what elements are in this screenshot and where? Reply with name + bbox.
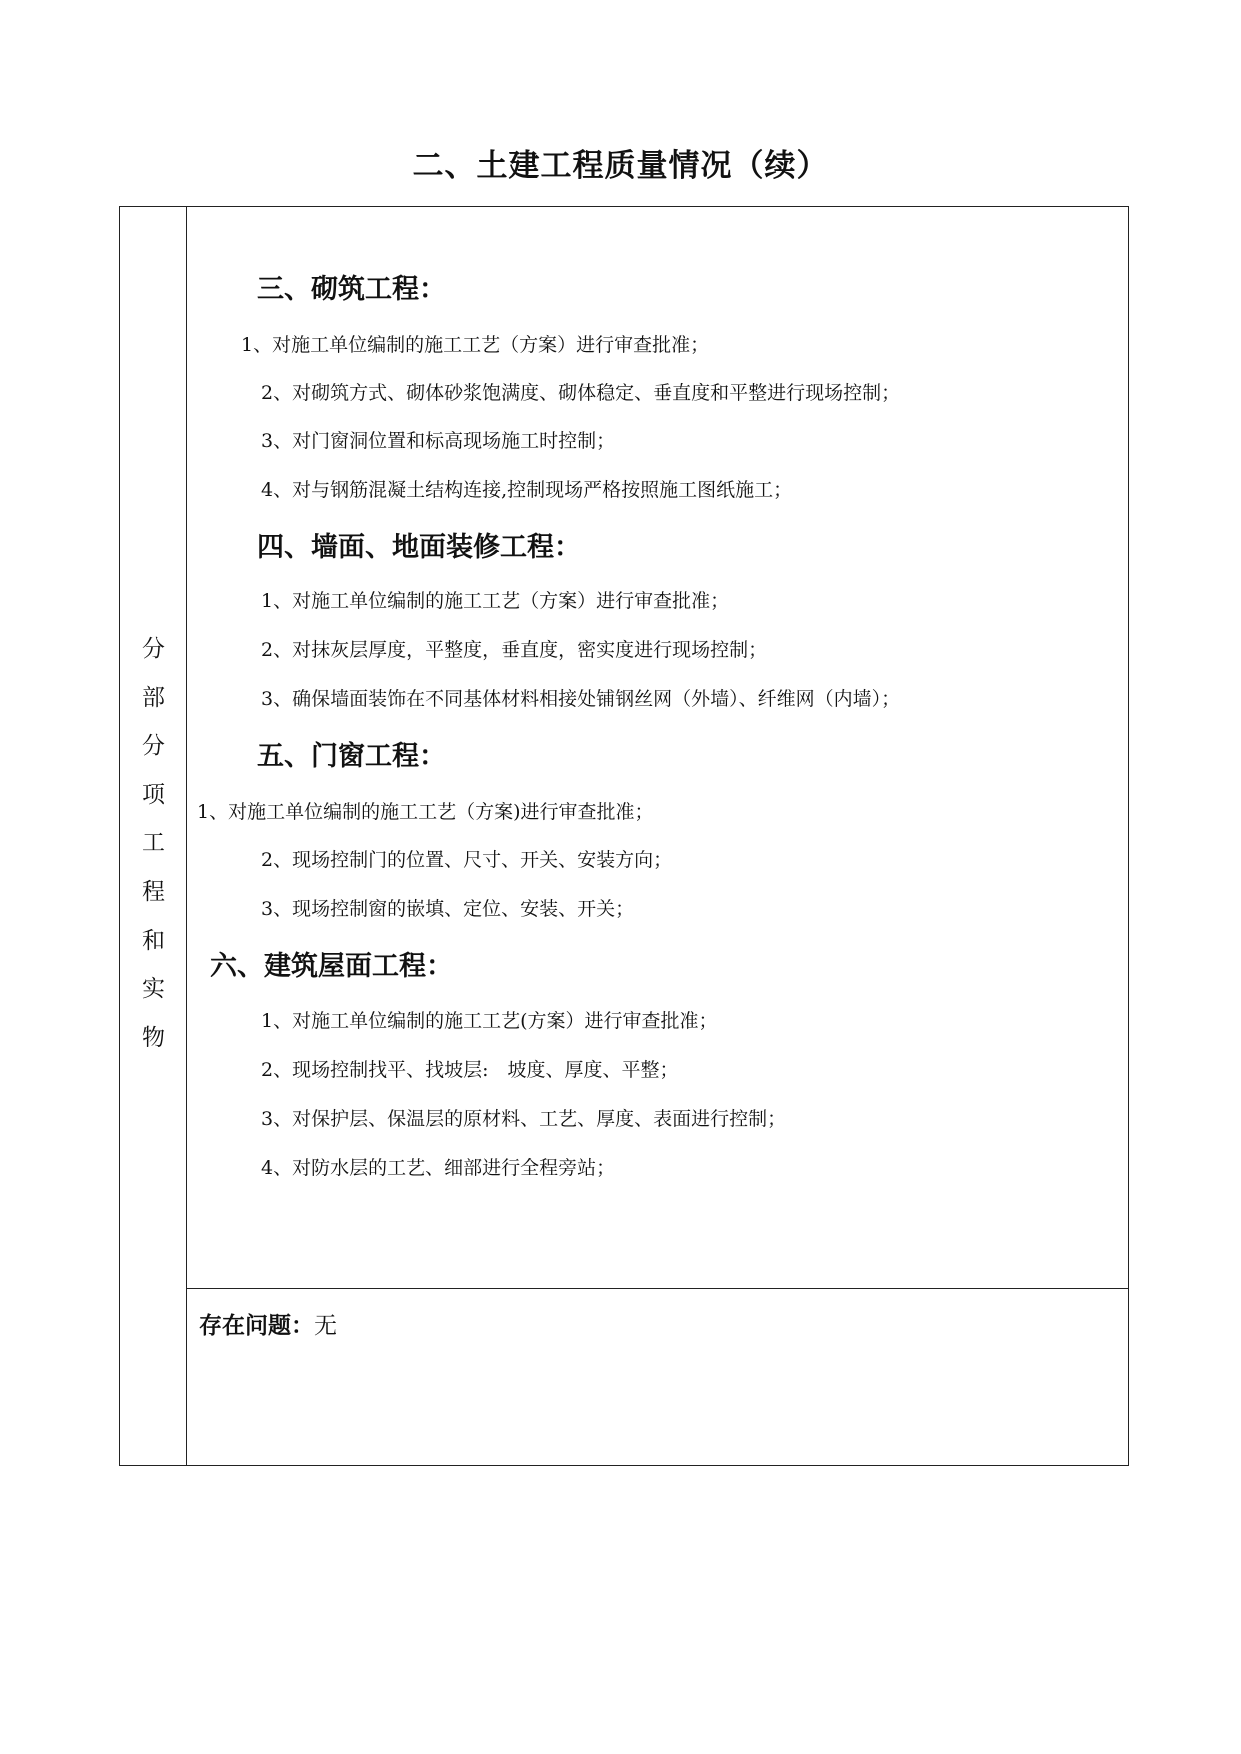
side-label (120, 625, 187, 1062)
quality-table (119, 206, 1129, 1466)
list-item: 1、对施工单位编制的施工工艺(方案）进行审查批准； (261, 1010, 718, 1032)
section-heading-doors-windows: 五、门窗工程： (257, 741, 446, 772)
side-label-char: 项 (142, 781, 165, 808)
list-item: 4、对与钢筋混凝土结构连接,控制现场严格按照施工图纸施工； (261, 479, 793, 501)
list-item: 2、现场控制找平、找坡层: 坡度、厚度、平整； (261, 1059, 679, 1081)
side-label-char: 和 (142, 927, 165, 954)
section-heading-finishing: 四、墙面、地面装修工程： (257, 532, 581, 563)
list-item: 3、现场控制窗的嵌填、定位、安装、开关； (261, 898, 635, 920)
list-item: 2、现场控制门的位置、尺寸、开关、安装方向； (261, 849, 673, 871)
side-label-char: 分 (142, 636, 165, 662)
list-item: 1、对施工单位编制的施工工艺（方案）进行审查批准； (261, 590, 730, 612)
page-title: 二、土建工程质量情况（续） (412, 148, 829, 184)
content-cell (187, 207, 1128, 1289)
list-item: 3、对保护层、保温层的原材料、工艺、厚度、表面进行控制； (261, 1108, 787, 1130)
issues-cell (187, 1289, 1128, 1465)
issues-label: 存在问题： (199, 1313, 314, 1339)
list-item: 4、对防水层的工艺、细部进行全程旁站； (261, 1157, 616, 1179)
section-heading-masonry: 三、砌筑工程： (257, 274, 446, 305)
list-item: 2、对砌筑方式、砌体砂浆饱满度、砌体稳定、垂直度和平整进行现场控制； (261, 382, 901, 404)
side-label-char: 实 (142, 976, 165, 1003)
side-label-char: 物 (142, 1024, 165, 1051)
side-label-char: 工 (142, 830, 165, 857)
list-item: 3、对门窗洞位置和标高现场施工时控制； (261, 430, 616, 452)
list-item: 1、对施工单位编制的施工工艺（方案）进行审查批准； (241, 334, 710, 356)
side-label-char: 程 (142, 878, 165, 905)
list-item: 3、确保墙面装饰在不同基体材料相接处铺钢丝网（外墙）、纤维网（内墙）； (261, 688, 901, 710)
side-label-cell (120, 207, 187, 1465)
issues-value: 无 (314, 1313, 337, 1339)
side-label-char: 部 (142, 684, 165, 711)
side-label-char: 分 (142, 733, 165, 760)
list-item: 1、对施工单位编制的施工工艺（方案)进行审查批准； (197, 801, 654, 823)
issues-line (199, 1311, 337, 1341)
list-item: 2、对抹灰层厚度，平整度，垂直度，密实度进行现场控制； (261, 639, 768, 661)
section-heading-roofing: 六、建筑屋面工程： (210, 951, 453, 982)
